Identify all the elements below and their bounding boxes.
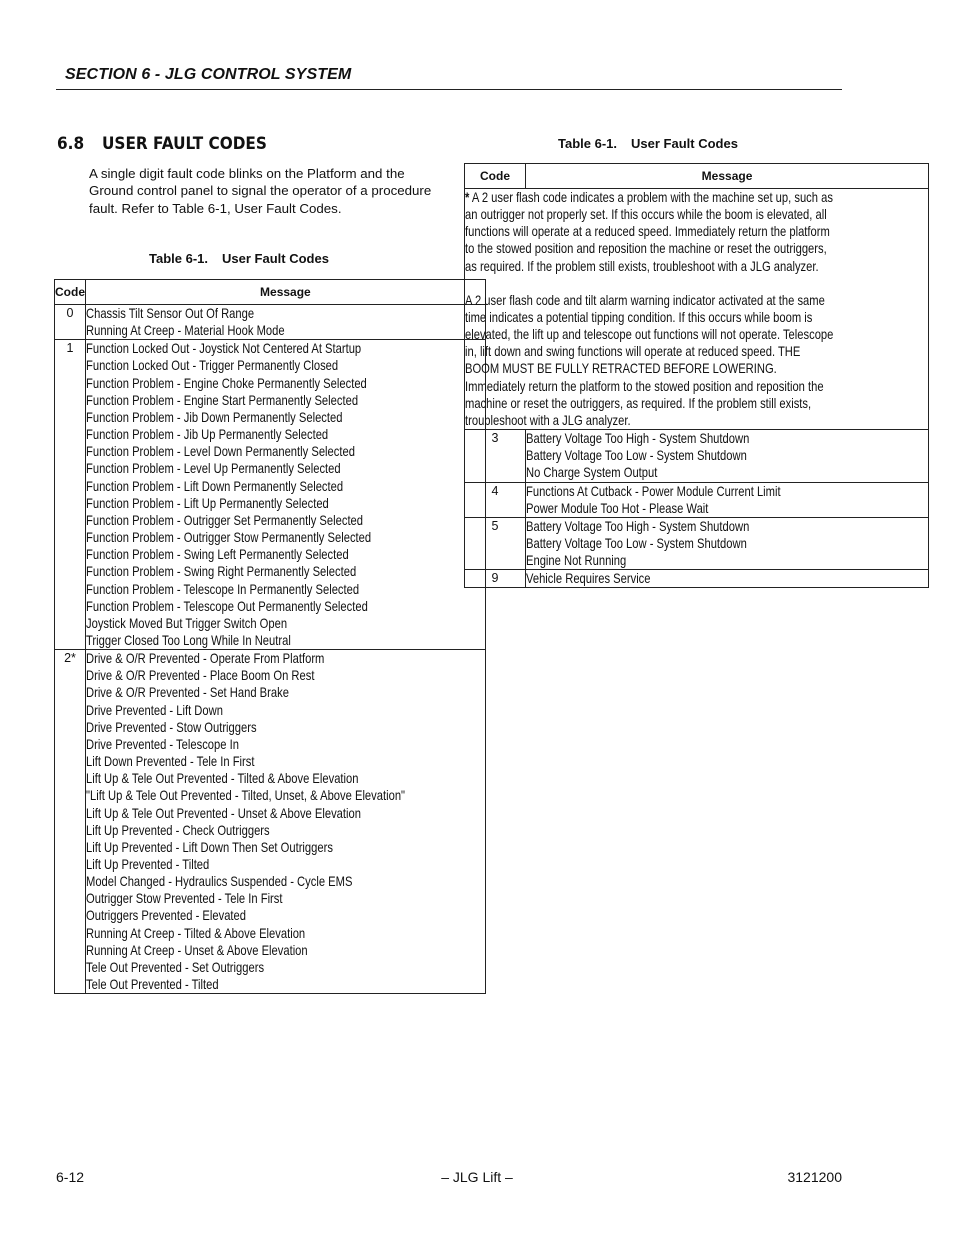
footnote-text bbox=[465, 189, 835, 429]
fault-table-left-body bbox=[55, 305, 486, 994]
fault-message: Function Problem - Engine Choke Permanently Selected bbox=[86, 374, 367, 391]
fault-message: Function Problem - Lift Up Permanently Selected bbox=[86, 494, 329, 511]
fault-message: Lift Up & Tele Out Prevented - Unset & Above Elevation bbox=[86, 804, 361, 821]
fault-message: Running At Creep - Unset & Above Elevation bbox=[86, 941, 308, 958]
fault-message: Joystick Moved But Trigger Switch Open bbox=[86, 614, 288, 631]
table-caption-number: Table 6-1. bbox=[558, 136, 618, 151]
fault-message: Trigger Closed Too Long While In Neutral bbox=[86, 631, 291, 648]
footer-page-number: 6-12 bbox=[56, 1169, 85, 1185]
fault-code: 5 bbox=[491, 518, 499, 533]
fault-message: Function Problem - Swing Right Permanently Selected bbox=[86, 563, 357, 580]
fault-message: Running At Creep - Tilted & Above Elevation bbox=[86, 924, 306, 941]
fault-message: Drive & O/R Prevented - Set Hand Brake bbox=[86, 684, 289, 701]
fault-message: Function Problem - Jib Up Permanently Selected bbox=[86, 426, 329, 443]
fault-message: Functions At Cutback - Power Module Current Limit bbox=[526, 482, 781, 499]
fault-table-left bbox=[54, 279, 486, 994]
fault-message: Chassis Tilt Sensor Out Of Range bbox=[86, 305, 255, 321]
fault-code-cell bbox=[55, 340, 86, 650]
fault-message: "Lift Up & Tele Out Prevented - Tilted, Unset, & Above Elevation" bbox=[86, 787, 406, 804]
fault-message: Lift Up Prevented - Check Outriggers bbox=[86, 821, 270, 838]
fault-code: 2* bbox=[64, 651, 76, 666]
fault-message: Battery Voltage Too Low - System Shutdown bbox=[526, 447, 747, 464]
footnote-cell bbox=[465, 189, 929, 430]
footnote-paragraph-2: A 2 user flash code and tilt alarm warning indicator activated at the same time indicates a potential tipping condition. If this occurs while boom is elevated, the lift up and telescope out functions will not operate. Telescope in, lift down and swing functions will operate at reduced speed. THE BOOM MUST BE FULLY RETRACTED BEFORE LOWERING. Immediately return the platform to the stowed position and reposition the machine or reset the outriggers, as required. If the problem still exists, troubleshoot with a JLG analyzer. bbox=[465, 291, 834, 428]
fault-message: Drive & O/R Prevented - Place Boom On Rest bbox=[86, 667, 315, 684]
fault-message: Function Problem - Level Up Permanently Selected bbox=[86, 460, 341, 477]
fault-message: Model Changed - Hydraulics Suspended - Cycle EMS bbox=[86, 873, 353, 890]
header-rule bbox=[56, 89, 842, 90]
fault-table-right-body bbox=[465, 189, 929, 588]
fault-message: Function Problem - Swing Left Permanently Selected bbox=[86, 546, 349, 563]
footnote-paragraph-1 bbox=[465, 189, 835, 275]
intro-paragraph: A single digit fault code blinks on the Platform and the Ground control panel to signal the operator of a procedure fault. Refer to Table 6-1, User Fault Codes. bbox=[89, 166, 432, 216]
table-caption-title: User Fault Codes bbox=[631, 136, 738, 151]
table-header-row bbox=[55, 280, 486, 305]
fault-message-cell bbox=[86, 650, 486, 994]
footer-center-text: – JLG Lift – bbox=[441, 1169, 513, 1185]
fault-message: Function Problem - Lift Down Permanently Selected bbox=[86, 477, 344, 494]
fault-message: Battery Voltage Too High - System Shutdown bbox=[526, 430, 750, 447]
column-header-code: Code bbox=[55, 280, 86, 305]
fault-code-cell bbox=[465, 482, 526, 517]
fault-code-cell bbox=[55, 305, 86, 340]
fault-code-cell bbox=[465, 517, 526, 569]
footer-doc-number: 3121200 bbox=[787, 1169, 842, 1185]
fault-message: Lift Up Prevented - Lift Down Then Set Outriggers bbox=[86, 838, 333, 855]
section-heading bbox=[57, 134, 267, 154]
fault-table-right bbox=[464, 163, 929, 588]
footnote-row bbox=[465, 189, 929, 430]
fault-message-cell bbox=[526, 570, 929, 588]
fault-message: Drive Prevented - Lift Down bbox=[86, 701, 223, 718]
section-number: 6.8 bbox=[57, 134, 85, 154]
fault-message-cell bbox=[526, 430, 929, 482]
fault-message: Function Problem - Jib Down Permanently Selected bbox=[86, 408, 343, 425]
fault-code: 1 bbox=[66, 341, 74, 356]
fault-message: Outriggers Prevented - Elevated bbox=[86, 907, 246, 924]
fault-code-cell bbox=[465, 430, 526, 482]
fault-row bbox=[55, 340, 486, 650]
fault-code: 4 bbox=[491, 483, 499, 498]
fault-message: Running At Creep - Material Hook Mode bbox=[86, 322, 285, 339]
column-header-message: Message bbox=[86, 280, 486, 305]
fault-message: Drive & O/R Prevented - Operate From Platform bbox=[86, 650, 325, 667]
fault-message: Lift Up & Tele Out Prevented - Tilted & Above Elevation bbox=[86, 770, 359, 787]
fault-message: No Charge System Output bbox=[526, 464, 658, 481]
fault-row bbox=[465, 570, 929, 588]
table-caption-left bbox=[149, 251, 329, 266]
fault-message: Drive Prevented - Stow Outriggers bbox=[86, 718, 257, 735]
fault-message-cell bbox=[86, 340, 486, 650]
fault-message: Tele Out Prevented - Tilted bbox=[86, 976, 219, 993]
table-caption-right bbox=[558, 136, 738, 151]
fault-message: Lift Down Prevented - Tele In First bbox=[86, 753, 255, 770]
fault-row bbox=[465, 482, 929, 517]
fault-message: Function Locked Out - Joystick Not Centered At Startup bbox=[86, 340, 362, 357]
footnote-star: * bbox=[465, 189, 470, 205]
fault-message: Drive Prevented - Telescope In bbox=[86, 735, 239, 752]
fault-code: 0 bbox=[66, 306, 74, 320]
fault-message: Function Problem - Outrigger Set Permanently Selected bbox=[86, 511, 364, 528]
fault-message: Outrigger Stow Prevented - Tele In First bbox=[86, 890, 283, 907]
fault-row bbox=[465, 517, 929, 569]
fault-row bbox=[55, 305, 486, 340]
table-caption-number: Table 6-1. bbox=[149, 251, 209, 266]
fault-message: Tele Out Prevented - Set Outriggers bbox=[86, 958, 265, 975]
column-header-message: Message bbox=[526, 164, 929, 189]
table-caption-title: User Fault Codes bbox=[222, 251, 329, 266]
fault-message: Function Problem - Telescope Out Permanently Selected bbox=[86, 597, 368, 614]
fault-message-cell bbox=[526, 517, 929, 569]
fault-row bbox=[465, 430, 929, 482]
fault-message: Function Problem - Telescope In Permanently Selected bbox=[86, 580, 360, 597]
fault-row bbox=[55, 650, 486, 994]
section-title: USER FAULT CODES bbox=[102, 134, 267, 154]
column-header-code: Code bbox=[465, 164, 526, 189]
fault-message: Function Problem - Level Down Permanently Selected bbox=[86, 443, 355, 460]
section-header: SECTION 6 - JLG CONTROL SYSTEM bbox=[65, 66, 352, 83]
fault-code: 3 bbox=[491, 431, 499, 446]
fault-code-cell bbox=[465, 570, 526, 588]
fault-message: Function Locked Out - Trigger Permanently Closed bbox=[86, 357, 339, 374]
fault-message-cell bbox=[86, 305, 486, 340]
fault-message-cell bbox=[526, 482, 929, 517]
fault-message: Battery Voltage Too High - System Shutdown bbox=[526, 517, 750, 534]
fault-code-cell bbox=[55, 650, 86, 994]
fault-message: Lift Up Prevented - Tilted bbox=[86, 856, 210, 872]
fault-message: Engine Not Running bbox=[526, 552, 627, 569]
table-header-row bbox=[465, 164, 929, 189]
fault-message: Function Problem - Engine Start Permanently Selected bbox=[86, 391, 359, 408]
fault-message: Vehicle Requires Service bbox=[526, 570, 651, 587]
fault-message: Battery Voltage Too Low - System Shutdown bbox=[526, 534, 747, 551]
fault-message: Function Problem - Outrigger Stow Permanently Selected bbox=[86, 529, 372, 546]
footnote-paragraph-1-text: A 2 user flash code indicates a problem with the machine set up, such as an outrigger not properly set. If this occurs while the boom is elevated, all functions will operate at a reduced speed. Immediately return the platform to the stowed position and reposition the machine or reset the outriggers, as required. If the problem still exists, troubleshoot with a JLG analyzer. bbox=[465, 189, 833, 274]
fault-code: 9 bbox=[491, 571, 499, 586]
fault-message: Power Module Too Hot - Please Wait bbox=[526, 499, 709, 516]
